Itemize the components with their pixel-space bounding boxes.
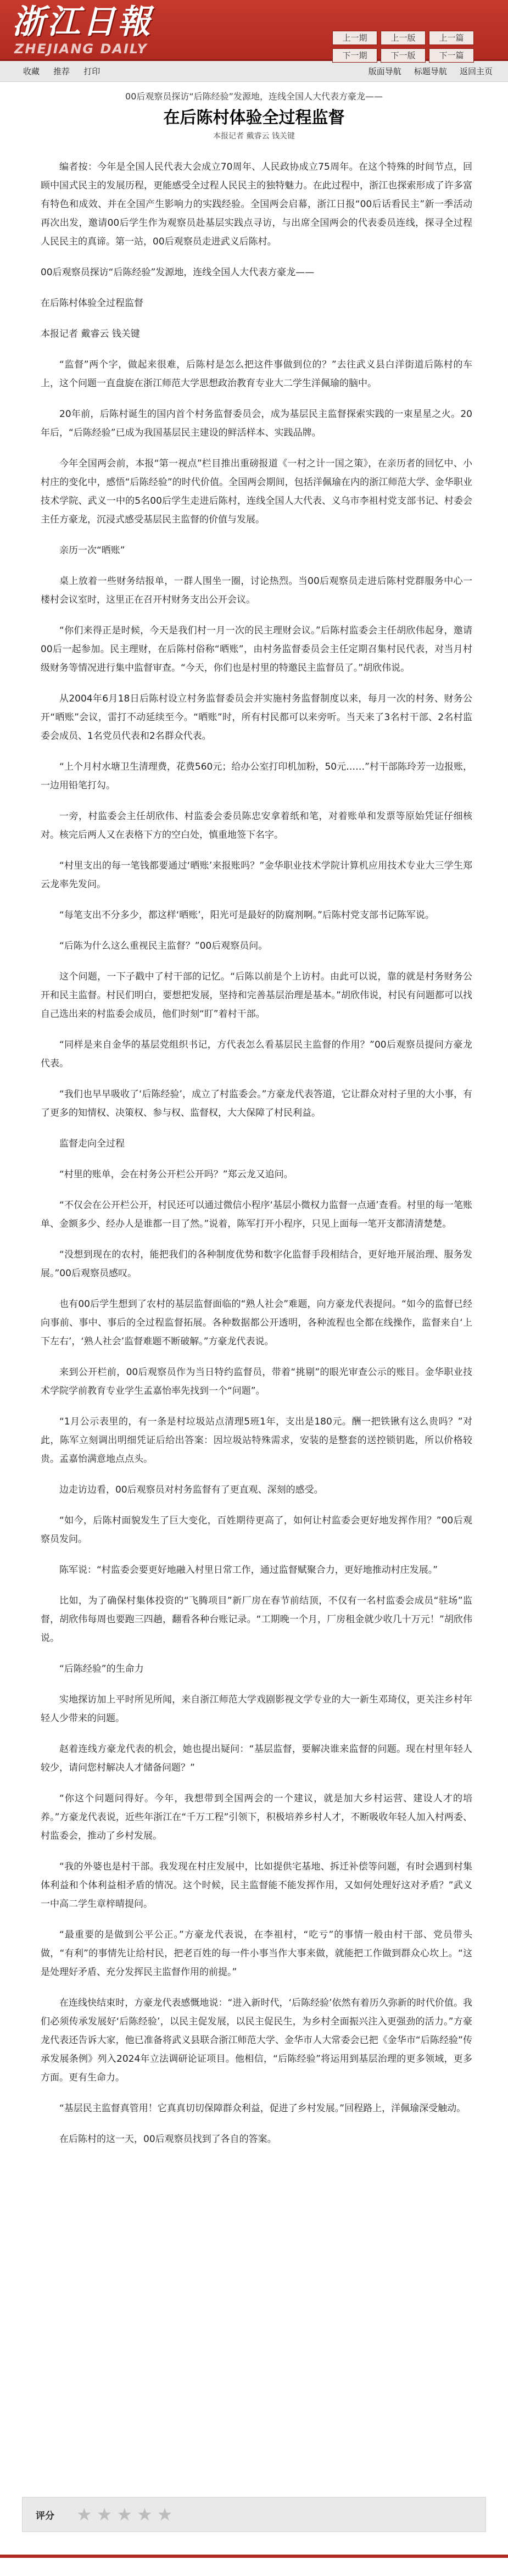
article-paragraph: “每笔支出不分多少，都这样‘晒账’，阳光可是最好的防腐剂啊。”后陈村党支部书记陈军说。	[59, 910, 434, 921]
masthead	[0, 0, 508, 61]
star-icon[interactable]: ★	[157, 2504, 173, 2525]
article-title: 在后陈村体验全过程监督	[163, 108, 345, 127]
article-paragraph: “监督”两个字，做起来很难，后陈村是怎么把这件事做到位的？”去往武义县白洋街道后陈村的车上，这个问题一直盘旋在浙江师范大学思想政治教育专业大二学生洋佩瑜的脑中。	[41, 359, 472, 389]
article-paragraph: 比如，为了确保村集体投资的“飞腾项目”新厂房在春节前结顶，不仅有一名村监委会成员“驻场”监督，胡欣伟每周也要跑三四趟，翻看各种台账记录。“工期晚一个月，厂房租金就少收几十万元！”胡欣伟说。	[41, 1595, 472, 1644]
newspaper-logo-en: ZHEJIANG DAILY	[14, 41, 148, 57]
article-paragraph: 边走访边看，00后观察员对村务监督有了更直观、深刻的感受。	[59, 1484, 323, 1495]
article-paragraph: “同样是来自金华的基层党组织书记，方代表怎么看基层民主监督的作用？”00后观察员提问方豪龙代表。	[41, 1039, 472, 1069]
page-nav-link[interactable]: 版面导航	[368, 66, 401, 76]
rating-bar	[22, 2497, 486, 2532]
article-paragraph: 赵着连线方豪龙代表的机会，她也提出疑问：“基层监督，要解决谁来监督的问题。现在村里年轻人较少，请问您村解决人才储备问题？”	[41, 1744, 472, 1773]
article-paragraph: “没想到现在的农村，能把我们的各种制度优势和数字化监督手段相结合，更好地开展治理、服务发展。”00后观察员感叹。	[41, 1249, 472, 1279]
star-icon[interactable]: ★	[137, 2504, 153, 2525]
next-page-button[interactable]: 下一版	[381, 48, 426, 63]
article-paragraph: “上个月村水塘卫生清理费，花费560元；给办公室打印机加粉，50元……”村干部陈玲芳一边报账，一边用铅笔打勾。	[41, 761, 472, 791]
toolbar-navigation	[359, 65, 493, 77]
article-paragraph: “后陈为什么这么重视民主监督？”00后观察员问。	[59, 941, 268, 952]
prev-article-button[interactable]: 上一篇	[429, 31, 474, 45]
article-paragraph: 从2004年6月18日后陈村设立村务监督委员会并实施村务监督制度以来，每月一次的村务、财务公开“晒账”会议，雷打不动延续至今。“晒账”时，所有村民都可以来旁听。当天来了3名村干部、2名村监委会成员、1名党员代表和2名群众代表。	[41, 693, 472, 742]
article-paragraph: 监督走向全过程	[59, 1138, 125, 1149]
article-paragraph: “我们也早早吸收了‘后陈经验’，成立了村监委会。”方豪龙代表答道，它让群众对村子里的大小事，有了更多的知情权、决策权、参与权、监督权，大大保障了村民利益。	[41, 1089, 472, 1119]
article-paragraph: 这个问题，一下子戳中了村干部的记忆。“后陈以前是个上访村。由此可以说，靠的就是村务财务公开和民主监督。村民们明白，要想把发展，坚持和完善基层治理是基本。”胡欣伟说，村民有问题都可以找自己选出来的村监委会成员，他们时刻“盯”着村干部。	[41, 971, 472, 1020]
star-icon[interactable]: ★	[96, 2504, 113, 2525]
article-paragraph: 编者按：今年是全国人民代表大会成立70周年、人民政协成立75周年。在这个特殊的时间节点，回顾中国式民主的发展历程，更能感受全过程人民民主的独特魅力。在此过程中，浙江也探索形成了许多富有特色和成效、并在全国产生影响力的实践经验。全国两会启幕，浙江日报“00后话看民主”新一季活动再次出发，邀请00后学生作为观察员赴基层实践点寻访，与出席全国两会的代表委员连线，探寻全过程人民民主的真谛。第一站，00后观察员走进武义后陈村。	[41, 162, 472, 247]
article-paragraph: 亲历一次“晒账”	[59, 545, 125, 556]
toolbar-actions	[23, 65, 111, 77]
article-paragraph: “基层民主监督真管用！它真真切切保障群众利益，促进了乡村发展。”回程路上，洋佩瑜深受触动。	[59, 2103, 466, 2114]
article-paragraph: 也有00后学生想到了农村的基层监督面临的“熟人社会”难题，向方豪龙代表提问。“如今的监督已经向事前、事中、事后的全过程监督拓展。各种数据都公开透明，各种流程也全都在线操作，监督来自‘上下左右’，‘熟人社会’监督难题不断破解。”方豪龙代表说。	[41, 1299, 472, 1347]
article-paragraph: “你们来得正是时候，今天是我们村一月一次的民主理财会议。”后陈村监委会主任胡欣伟起身，邀请00后一起参加。民主理财，在后陈村俗称“晒账”，由村务监督委员会主任定期召集村民代表，对当月村级财务等情况进行集中监督审查。“今天，你们也是村里的特邀民主监督员了。”胡欣伟说。	[41, 625, 472, 674]
home-link[interactable]: 返回主页	[459, 66, 493, 76]
article-paragraph: 本报记者 戴睿云 钱关键	[41, 329, 140, 340]
article-paragraph: “后陈经验”的生命力	[59, 1663, 144, 1674]
article-header	[0, 82, 508, 146]
star-icon[interactable]: ★	[76, 2504, 92, 2525]
article-paragraph: “最重要的是做到公平公正。”方豪龙代表说，在李祖村，“吃亏”的事情一般由村干部、党员带头做，“有利”的事情先让给村民，把老百姓的每一件小事当作大事来做，就能把工作做到群众心坎上。“这是处理好矛盾、充分发挥民主监督作用的前提。”	[41, 1929, 472, 1978]
article-paragraph: “不仅会在公开栏公开，村民还可以通过微信小程序‘基层小微权力监督一点通’查看。村里的每一笔账单、金额多少、经办人是谁都一目了然。”说着，陈军打开小程序，只见上面每一笔开支都清清楚楚。	[41, 1200, 472, 1229]
article-paragraph: 陈军说：“村监委会要更好地融入村里日常工作，通过监督赋聚合力，更好地推动村庄发展。”	[59, 1565, 438, 1576]
prev-issue-button[interactable]: 上一期	[332, 31, 377, 45]
print-link[interactable]: 打印	[83, 66, 101, 76]
next-issue-button[interactable]: 下一期	[332, 48, 377, 63]
article-paragraph: “如今，后陈村面貌发生了巨大变化，百姓期待更高了，如何让村监委会更好地发挥作用？”00后观察员发问。	[41, 1515, 472, 1545]
rating-stars	[76, 2505, 172, 2524]
article-body	[0, 146, 508, 2149]
next-article-button[interactable]: 下一篇	[429, 48, 474, 63]
title-nav-link[interactable]: 标题导航	[414, 66, 447, 76]
article-paragraph: 在后陈村的这一天，00后观察员找到了各自的答案。	[59, 2134, 277, 2145]
article-paragraph: 一旁，村监委会主任胡欣伟、村监委会委员陈忠安拿着纸和笔，对着账单和发票等原始凭证仔细核对。核完后两人又在表格下方的空白处，慎重地签下名字。	[41, 811, 472, 841]
article-paragraph: “我的外婆也是村干部。我发现在村庄发展中，比如提供宅基地、拆迁补偿等问题，有时会遇到村集体利益和个体利益相矛盾的情况。这个时候，民主监督能不能发挥作用，又如何处理好这对矛盾？”武义一中高二学生章梓晴提问。	[41, 1861, 472, 1910]
issue-navigation	[332, 31, 474, 63]
article-paragraph: 00后观察员探访“后陈经验”发源地，连线全国人大代表方豪龙——	[41, 267, 315, 278]
article-paragraph: “你这个问题问得好。今年，我想带到全国两会的一个建议，就是加大乡村运营、建设人才的培养。”方豪龙代表说，近些年浙江在“千万工程”引领下，积极培养乡村人才，不断吸收年轻人加入村两委、村监委会，推动了乡村发展。	[41, 1793, 472, 1841]
toolbar	[0, 61, 508, 82]
newspaper-logo: 浙江日報	[12, 3, 153, 41]
article-intro-title: 00后观察员探访“后陈经验”发源地，连线全国人大代表方豪龙——	[125, 91, 383, 102]
prev-page-button[interactable]: 上一版	[381, 31, 426, 45]
article-paragraph: 在后陈村体验全过程监督	[41, 298, 143, 309]
article-paragraph: “1月公示表里的，有一条是村垃圾站点清理5班1年，支出是180元。酬一把铁锹有这么贵吗？”对此，陈军立刻调出明细凭证后给出答案：因垃圾站特殊需求，安装的是整套的送控锁钥匙，所以价格较贵。孟嘉怡满意地点点头。	[41, 1416, 472, 1465]
favorite-link[interactable]: 收藏	[23, 66, 40, 76]
article-paragraph: 在连线快结束时，方豪龙代表感慨地说：“进入新时代，‘后陈经验’依然有着历久弥新的时代价值。我们必须传承发展好‘后陈经验’，以民主促发展，以民主促民生，为乡村全面振兴注入更强劲的活力。”方豪龙代表还告诉大家，他已准备将武义县联合浙江师范大学、金华市人大常委会已把《金华市“后陈经验”传承发展条例》列入2024年立法调研论证项目。他相信，“后陈经验”将运用到基层治理的更多领域，更多方面。更有生命力。	[41, 1998, 472, 2083]
article-byline: 本报记者 戴睿云 钱关键	[213, 132, 295, 141]
article-paragraph: 实地探访加上平时所见所闻，来自浙江师范大学戏剧影视文学专业的大一新生邓琦仪，更关注乡村年轻人少带来的问题。	[41, 1694, 472, 1724]
article-paragraph: 桌上放着一些财务结报单，一群人围坐一圈，讨论热烈。当00后观察员走进后陈村党群服务中心一楼村会议室时，这里正在召开村财务支出公开会议。	[41, 576, 472, 605]
star-icon[interactable]: ★	[116, 2504, 133, 2525]
article-paragraph: “村里支出的每一笔钱都要通过‘晒账’来报账吗？”金华职业技术学院计算机应用技术专业大三学生郑云龙率先发问。	[41, 860, 472, 890]
footer-rule	[0, 2555, 508, 2558]
rating-label: 评分	[36, 2510, 54, 2522]
article-paragraph: 20年前，后陈村诞生的国内首个村务监督委员会，成为基层民主监督探索实践的一束星星之火。20年后，“后陈经验”已成为我国基层民主建设的鲜活样本、实践品牌。	[41, 409, 472, 438]
article-paragraph: 来到公开栏前，00后观察员作为当日特约监督员，带着“挑剔”的眼光审查公示的账目。金华职业技术学院学前教育专业学生孟嘉怡率先找到一个“问题”。	[41, 1367, 472, 1397]
article-paragraph: 今年全国两会前，本报“第一视点”栏目推出重磅报道《一村之计一国之策》，在亲历者的回忆中、小村庄的变化中，感悟“后陈经验”的时代价值。全国两会期间，包括洋佩瑜在内的浙江师范大学、金华职业技术学院、武义一中的5名00后学生走进后陈村，连线全国人大代表、义乌市李祖村党支部书记、村委会主任方豪龙，沉浸式感受基层民主监督的价值与发展。	[41, 458, 472, 525]
article-paragraph: “村里的账单，会在村务公开栏公开吗？”郑云龙又追问。	[59, 1169, 293, 1180]
recommend-link[interactable]: 推荐	[53, 66, 70, 76]
